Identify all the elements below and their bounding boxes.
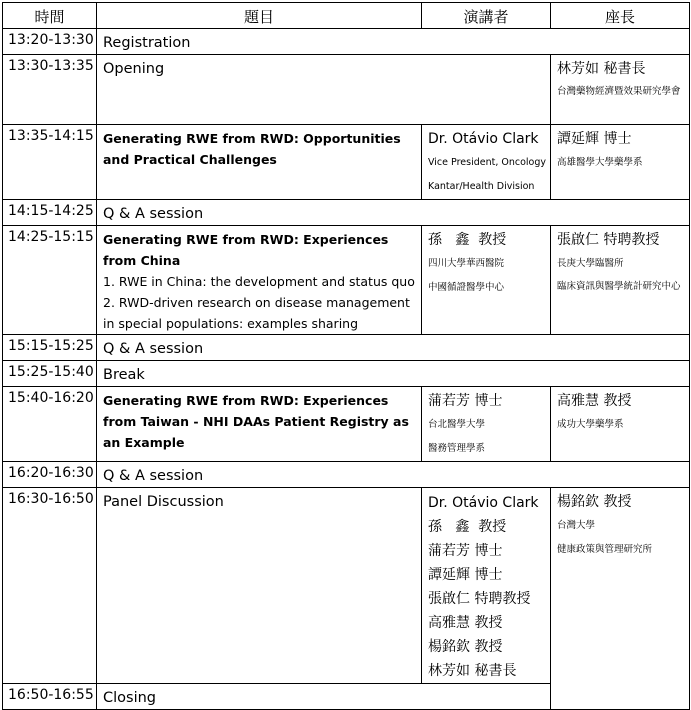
speaker-affiliation: 台北醫學大學 (428, 419, 486, 430)
speaker-name: 蒲若芳 博士 (428, 393, 503, 409)
topic-cell: Generating RWE from RWD: Experiences from Taiwan - NHI DAAs Patient Registry as an Example (97, 387, 422, 462)
topic-cell: Panel Discussion (97, 488, 422, 684)
agenda-table (2, 2, 690, 710)
topic-cell: Q & A session (97, 200, 690, 226)
topic-cell (97, 226, 422, 335)
chair-name: 譚延輝 博士 (557, 131, 632, 147)
panelist-name: 張啟仁 特聘教授 (428, 591, 531, 607)
panelist-name: 蒲若芳 博士 (428, 543, 503, 559)
time-cell: 16:50-16:55 (3, 684, 97, 710)
chair-cell (551, 387, 690, 462)
topic-subitem: 1. RWE in China: the development and status quo (103, 274, 415, 289)
chair-affiliation: 台灣大學 (557, 520, 596, 531)
time-cell: 15:15-15:25 (3, 335, 97, 361)
header-speaker: 演講者 (422, 3, 551, 29)
chair-cell (551, 488, 690, 710)
speaker-affiliation: Vice President, Oncology (428, 157, 547, 168)
speaker-affiliation: Kantar/Health Division (428, 181, 535, 192)
speaker-affiliation: 四川大學華西醫院 (428, 258, 505, 269)
panelist-name: 林芳如 秘書長 (428, 663, 517, 679)
chair-affiliation: 臨床資訊與醫學統計研究中心 (557, 281, 681, 292)
table-row (3, 226, 690, 335)
speaker-affiliation: 醫務管理學系 (428, 443, 486, 454)
speaker-name: 孫 鑫 教授 (428, 232, 507, 248)
header-time: 時間 (3, 3, 97, 29)
table-row (3, 200, 690, 226)
panelist-name: 譚延輝 博士 (428, 567, 503, 583)
time-cell: 15:25-15:40 (3, 361, 97, 387)
chair-cell (551, 226, 690, 335)
header-row (3, 3, 690, 29)
topic-cell: Break (97, 361, 690, 387)
table-row (3, 125, 690, 200)
chair-cell (551, 125, 690, 200)
topic-cell: Registration (97, 29, 690, 55)
topic-cell: Opening (97, 55, 551, 125)
time-cell: 13:30-13:35 (3, 55, 97, 125)
chair-affiliation: 高雄醫學大學藥學系 (557, 157, 643, 168)
table-row (3, 55, 690, 125)
time-cell: 15:40-16:20 (3, 387, 97, 462)
time-cell: 13:20-13:30 (3, 29, 97, 55)
topic-title: Generating RWE from RWD: Experiences from China (103, 232, 389, 268)
topic-subitem: 2. RWD-driven research on disease management in special populations: examples sharing (103, 295, 410, 331)
table-row (3, 488, 690, 684)
speaker-cell (422, 387, 551, 462)
header-topic: 題目 (97, 3, 422, 29)
table-row (3, 462, 690, 488)
topic-cell: Generating RWE from RWD: Opportunities and Practical Challenges (97, 125, 422, 200)
time-cell: 16:20-16:30 (3, 462, 97, 488)
speaker-cell (422, 125, 551, 200)
topic-cell: Q & A session (97, 335, 690, 361)
table-row (3, 29, 690, 55)
topic-cell: Q & A session (97, 462, 690, 488)
speaker-name: Dr. Otávio Clark (428, 131, 539, 147)
chair-cell (551, 55, 690, 125)
chair-name: 林芳如 秘書長 (557, 61, 646, 77)
chair-affiliation: 成功大學藥學系 (557, 419, 624, 430)
chair-affiliation: 長庚大學臨醫所 (557, 258, 624, 269)
panelist-name: Dr. Otávio Clark (428, 495, 539, 511)
table-row (3, 387, 690, 462)
panelist-name: 楊銘欽 教授 (428, 639, 503, 655)
time-cell: 16:30-16:50 (3, 488, 97, 684)
chair-name: 高雅慧 教授 (557, 393, 632, 409)
speaker-affiliation: 中國循證醫學中心 (428, 282, 505, 293)
topic-cell: Closing (97, 684, 551, 710)
time-cell: 14:25-15:15 (3, 226, 97, 335)
chair-affiliation: 健康政策與管理研究所 (557, 544, 653, 555)
time-cell: 13:35-14:15 (3, 125, 97, 200)
panelist-cell (422, 488, 551, 684)
panelist-name: 高雅慧 教授 (428, 615, 503, 631)
chair-affiliation: 台灣藥物經濟暨效果研究學會 (557, 86, 681, 97)
speaker-cell (422, 226, 551, 335)
chair-name: 楊銘欽 教授 (557, 494, 632, 510)
time-cell: 14:15-14:25 (3, 200, 97, 226)
table-row (3, 361, 690, 387)
table-row (3, 335, 690, 361)
header-chair: 座長 (551, 3, 690, 29)
panelist-name: 孫 鑫 教授 (428, 519, 507, 535)
chair-name: 張啟仁 特聘教授 (557, 232, 660, 248)
